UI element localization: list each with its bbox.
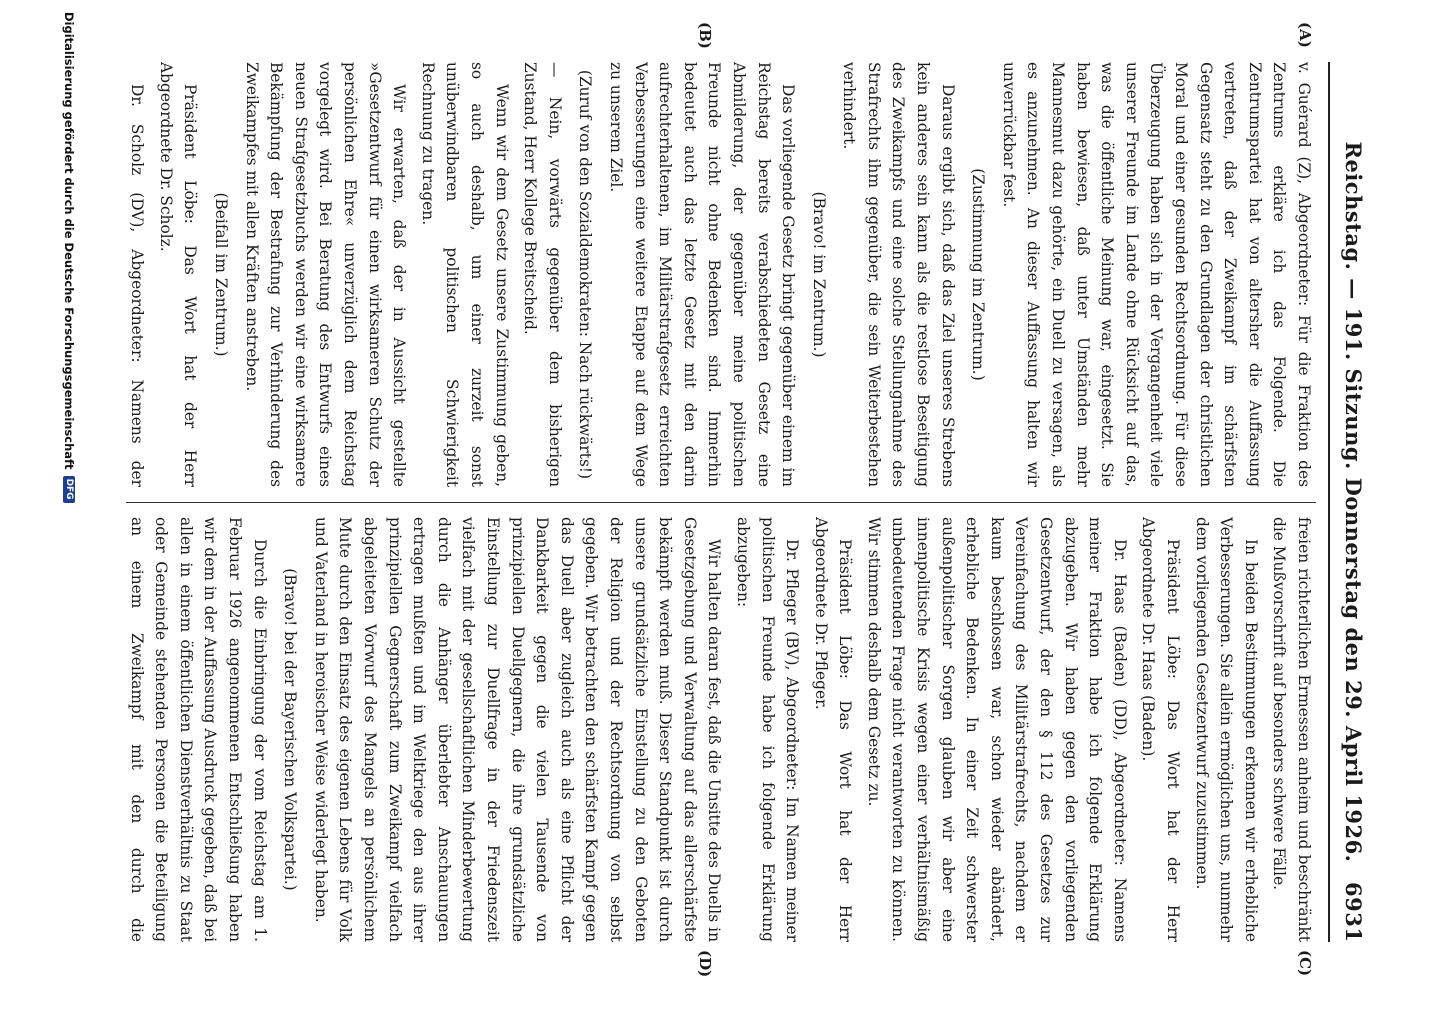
interjection: (Bravo! im Zentrum.) xyxy=(809,191,828,358)
credit-text: Digitalisierung gefördert durch die Deutsche Forschungsgemeinschaft xyxy=(62,12,76,470)
paragraph: Das vorliegende Gesetz bringt gegenüber einem im Reichstag bereits verabschiedeten Gesetz eine Abmilderung, der gegenüber meine politischen Freunde nicht ohne Bedenken sind. Immerhin bedeutet auch das letzte Gesetz mit den darin aufrechterhaltenen, im Militärstrafgesetz erreichten Verbesserungen eine weitere Etappe auf dem Wege zu unserem Ziel. xyxy=(606,62,798,487)
margin-mark-a: (A) xyxy=(1296,22,1314,48)
margin-mark-d: (D) xyxy=(696,950,714,978)
paragraph: Dr. Scholz (DV), Abgeordneter: Namens der xyxy=(128,84,147,487)
speaker-announcement: Präsident Löbe: Das Wort hat der Herr Abgeordnete Dr. Haas (Baden). xyxy=(1139,517,1183,942)
column-divider xyxy=(126,502,1316,503)
paragraph: freien richterlichen Ermessen anheim und beschränkt die Mußvorschrift auf besonders schwere Fälle. xyxy=(1270,517,1313,942)
paragraph: v. Guérard (Z), Abgeordneter: Für die Fraktion des Zentrums erkläre ich das Folgende. Die Zentrumspartei hat von altersher die Auffassung vertreten, daß der Zweikampf im schärfsten Gegensatz steht zu den Grundlagen der christlichen Moral und einer gesunden Rechtsordnung. Für diese Überzeugung haben sich in der Vergangenheit viele unserer Freunde im Lande ohne Rücksicht auf das, was die öffentliche Meinung war, eingesetzt. Sie haben bewiesen, daß unter Umständen mehr Mannesmut dazu gehörte, ein Duell zu versagen, als es anzunehmen. An dieser Auffassung halten wir unverrückbar fest. xyxy=(999,62,1313,487)
page-header xyxy=(1334,62,1374,942)
paragraph: Dr. Haas (Baden) (DD), Abgeordneter: Namens meiner Fraktion habe ich folgende Erklärung abzugeben. Wir haben gegen den vorliegenden Gesetzentwurf, der den § 112 des Gesetzes zur Vereinfachung des Militärstrafrechts, nachdem er kaum beschlossen war, schon wieder abändert, erhebliche Bedenken. In einer Zeit schwerster außenpolitischer Sorgen glauben wir aber eine innenpolitische Krisis wegen einer verhältnismäßig unbedeutenden Frage nicht verantworten zu können. Wir stimmen deshalb dem Gesetz zu. xyxy=(864,517,1129,942)
paragraph: Daraus ergibt sich, daß das Ziel unseres Strebens kein anderes sein kann als die restlose Beseitigung des Zweikampfs und eine solche Stellungnahme des Strafrechts ihm gegenüber, die sein Weiterbestehen verhindert. xyxy=(840,62,957,487)
paragraph: — Nein, vorwärts gegenüber dem bisherigen Zustand, Herr Kollege Breitscheid. xyxy=(521,62,564,487)
interjection: (Zuruf von den Sozialdemokraten: Nach rückwärts!) xyxy=(576,69,595,480)
paragraph: Durch die Einbringung der vom Reichstag am 1. Februar 1926 angenommenen Entschließung haben wir dem in der Auffassung Ausdruck gegeben, daß bei allen in einem öffentlichen Dienstverhältnis zu Staat oder Gemeinde stehenden Personen die Beteiligung an einem Zweikampf mit den durch die xyxy=(127,517,269,942)
paragraph: Dr. Pfleger (BV), Abgeordneter: Im Namen meiner politischen Freunde habe ich folgende Erklärung abzugeben: xyxy=(733,517,802,942)
paragraph: Wenn wir dem Gesetz unsere Zustimmung geben, so auch deshalb, um einer zurzeit sonst unüberwindbaren politischen Schwierigkeit Rechnung zu tragen. xyxy=(418,62,511,487)
interjection: (Bravo! bei der Bayerischen Volkspartei.) xyxy=(281,568,300,891)
right-column xyxy=(126,517,1316,942)
dfg-logo: DFG xyxy=(63,476,75,503)
header-rule xyxy=(1328,62,1330,942)
page-number-label: 6931 xyxy=(1341,882,1367,943)
paragraph: Wir erwarten, daß der in Aussicht gestellte »Gesetzentwurf für einen wirksameren Schutz der persönlichen Ehre« unverzüglich dem Reichstag vorgelegt wird. Bei Beratung des Entwurfs eines neuen Strafgesetzbuchs werden wir eine wirksamere Bekämpfung der Bestrafung zur Verhinderung des Zweikampfes mit allen Kräften anstreben. xyxy=(242,62,409,487)
margin-mark-c: (C) xyxy=(1296,950,1314,977)
page-title: Reichstag. — 191. Sitzung. Donnerstag den 29. April 1926. xyxy=(1341,141,1367,863)
left-column xyxy=(126,62,1316,487)
speaker-announcement: Präsident Löbe: Das Wort hat der Herr Abgeordnete Dr. Scholz. xyxy=(156,62,200,487)
interjection: (Zustimmung im Zentrum.) xyxy=(969,168,988,381)
digitization-credit xyxy=(62,0,76,1012)
margin-mark-b: (B) xyxy=(696,22,714,49)
page-content xyxy=(104,22,1374,978)
paragraph: In beiden Bestimmungen erkennen wir erhebliche Verbesserungen. Sie allein ermöglichen uns, nunmehr dem vorliegenden Gesetzentwurf zuzustimmen. xyxy=(1192,517,1260,942)
paragraph: Wir halten daran fest, daß die Unsitte des Duells in Gesetzgebung und Verwaltung auf das allerschärfste bekämpft werden muß. Dieser Standpunkt ist durch unsere grundsätzliche Einstellung zu den Geboten der Religion und der Rechtsordnung von selbst gegeben. Wir betrachten den schärfsten Kampf gegen das Duell aber zugleich auch als eine Pflicht der Dankbarkeit gegen die vielen Tausende von prinzipiellen Duellgegnern, die ihre grundsätzliche Einstellung zur Duellfrage in der Friedenszeit vielfach mit der gesellschaftlichen Minderbewertung durch die Anhänger überlebter Anschauungen ertragen mußten und im Weltkriege den aus ihrer prinzipiellen Gegnerschaft zum Zweikampf vielfach abgeleiteten Vorwurf des Mangels an persönlichem Mute durch den Einsatz des eigenen Lebens für Volk und Vaterland in heroischer Weise widerlegt haben. xyxy=(311,517,724,942)
speaker-announcement: Präsident Löbe: Das Wort hat der Herr Abgeordnete Dr. Pfleger. xyxy=(811,517,855,942)
interjection: (Beifall im Zentrum.) xyxy=(212,192,231,357)
